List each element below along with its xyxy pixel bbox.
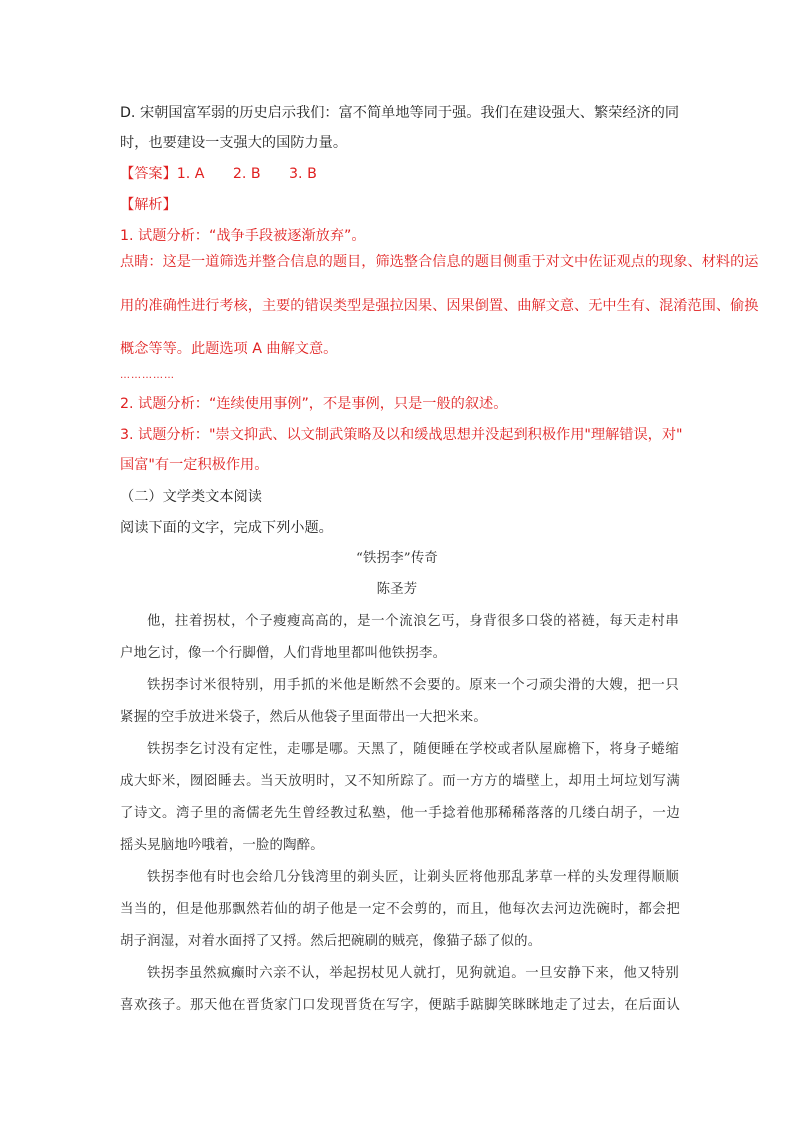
story-line: 成大虾米，囫囵睡去。当天放明时，又不知所踪了。而一方方的墙壁上，却用土坷垃划写满 <box>120 774 680 789</box>
answer-line: 【答案】1. A 2. B 3. B <box>120 166 317 182</box>
tip-line-1: 点睛：这是一道筛选并整合信息的题目，筛选整合信息的题目侧重于对文中佐证观点的现象、材料的运 <box>120 254 759 270</box>
tip-line-3: 概念等等。此题选项 A 曲解文意。 <box>120 341 338 357</box>
story-title: “铁拐李”传奇 <box>355 551 439 566</box>
analysis-item-3-line-1: 3. 试题分析："崇文抑武、以文制武策略及以和缓战思想并没起到积极作用"理解错误，对" <box>120 427 683 443</box>
story-line: 当当的，但是他那飘然若仙的胡子他是一定不会剪的，而且，他每次去河边洗碗时，都会把 <box>120 902 680 917</box>
story-line: 他，拄着拐杖，个子瘦瘦高高的，是一个流浪乞丐，身背很多口袋的褡裢，每天走村串 <box>147 614 679 629</box>
option-d-line-1: D. 宋朝国富军弱的历史启示我们：富不简单地等同于强。我们在建设强大、繁荣经济的同 <box>120 105 680 121</box>
analysis-item-3-line-2: 国富"有一定积极作用。 <box>120 457 269 473</box>
story-line: 了诗文。湾子里的斋儒老先生曾经教过私塾，他一手捻着他那稀稀落落的几缕白胡子，一边 <box>120 806 680 821</box>
analysis-item-2: 2. 试题分析：“连续使用事例”，不是事例，只是一般的叙述。 <box>120 396 508 412</box>
story-line: 紧握的空手放进米袋子，然后从他袋子里面带出一大把米来。 <box>120 710 487 725</box>
story-line: 铁拐李他有时也会给几分钱湾里的剃头匠，让剃头匠将他那乱茅草一样的头发理得顺顺 <box>147 870 679 885</box>
story-author: 陈圣芳 <box>376 582 418 597</box>
analysis-heading: 【解析】 <box>120 197 177 213</box>
analysis-item-1: 1. 试题分析：“战争手段被逐渐放弃”。 <box>120 228 366 244</box>
story-line: 摇头晃脑地吟哦着，一脸的陶醉。 <box>120 838 324 853</box>
instruction-line: 阅读下面的文字，完成下列小题。 <box>120 520 333 536</box>
section-title: （二）文学类文本阅读 <box>120 489 262 505</box>
tip-line-2: 用的准确性进行考核，主要的错误类型是强拉因果、因果倒置、曲解文意、无中生有、混淆范围、偷换 <box>120 298 759 314</box>
story-line: 铁拐李虽然疯癫时六亲不认，举起拐杖见人就打，见狗就追。一旦安静下来，他又特别 <box>147 966 679 981</box>
story-line: 铁拐李乞讨没有定性，走哪是哪。天黑了，随便睡在学校或者队屋廊檐下，将身子蜷缩 <box>147 742 679 757</box>
story-line: 铁拐李讨米很特别，用手抓的米他是断然不会要的。原来一个刁顽尖滑的大嫂，把一只 <box>147 678 679 693</box>
ellipsis-line: …………… <box>120 370 175 381</box>
story-line: 胡子润湿，对着水面捋了又捋。然后把碗刷的贼亮，像猫子舔了似的。 <box>120 934 542 949</box>
option-d-line-2: 时，也要建设一支强大的国防力量。 <box>120 135 348 151</box>
story-line: 喜欢孩子。那天他在晋货家门口发现晋货在写字，便踮手踮脚笑眯眯地走了过去，在后面认 <box>120 998 680 1013</box>
story-line: 户地乞讨，像一个行脚僧，人们背地里都叫他铁拐李。 <box>120 646 447 661</box>
